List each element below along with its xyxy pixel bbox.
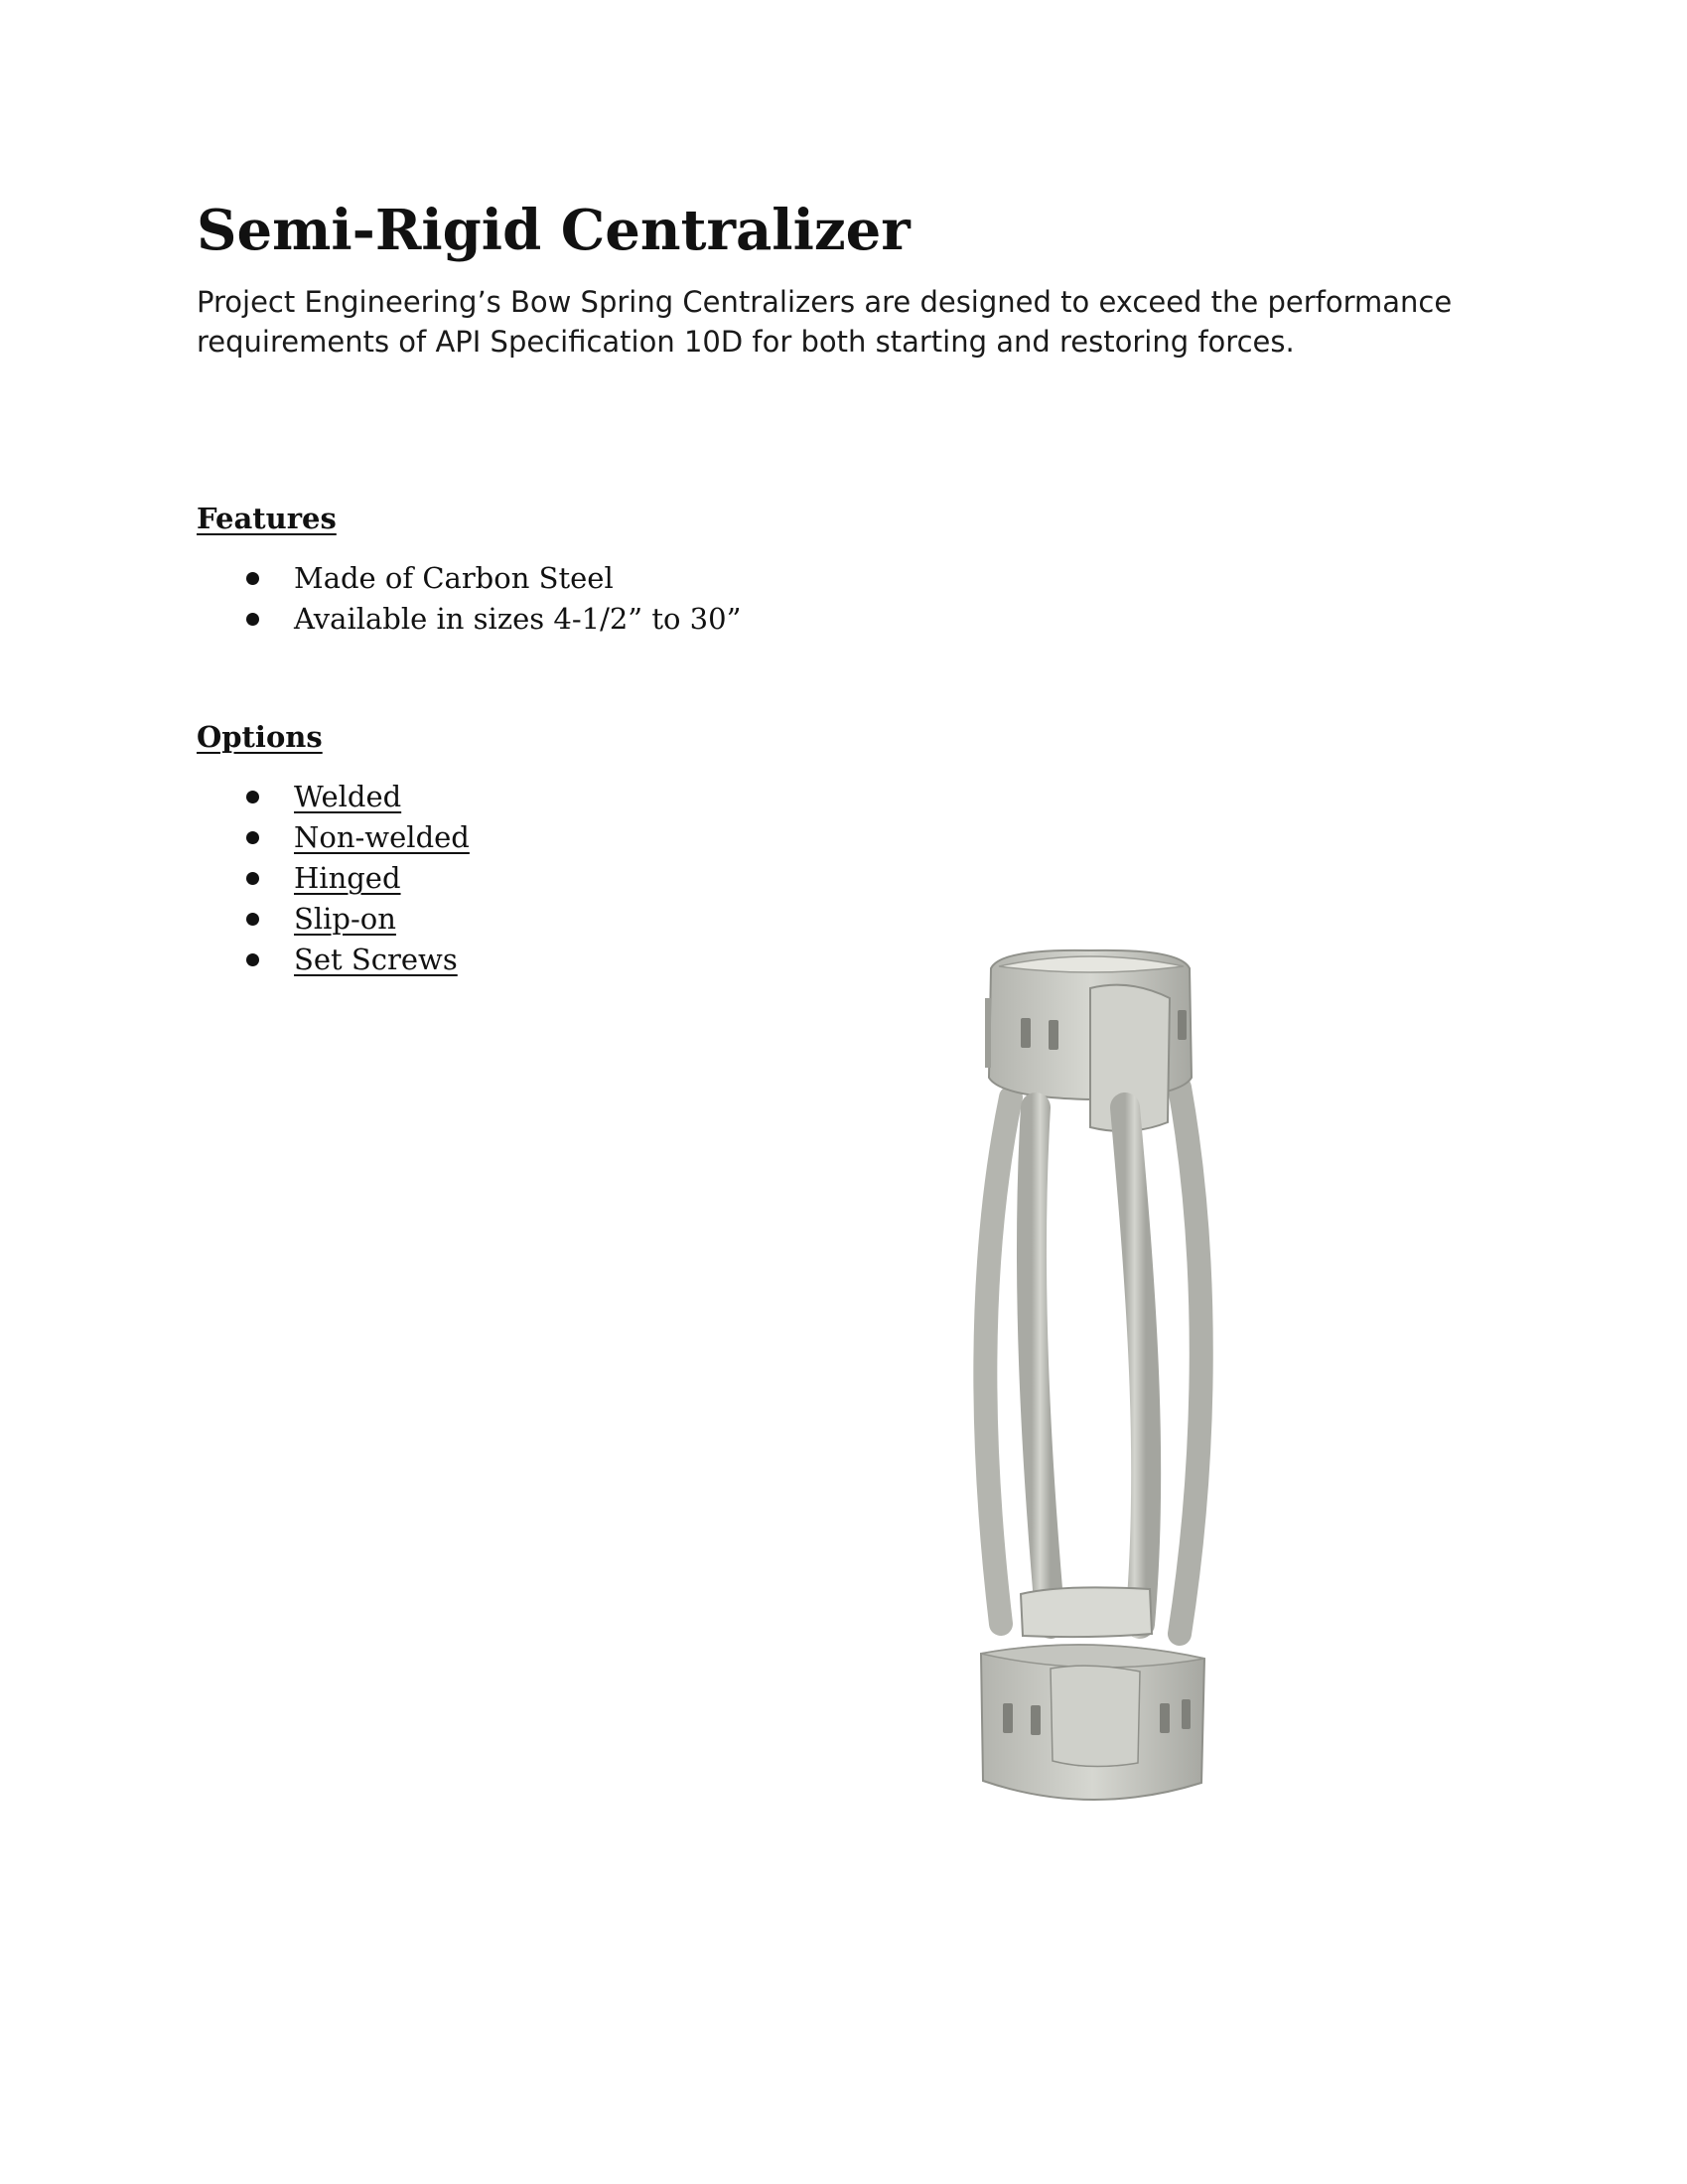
list-item bbox=[197, 599, 741, 640]
bullet-icon bbox=[246, 953, 259, 966]
centralizer-illustration bbox=[941, 939, 1239, 1822]
bullet-icon bbox=[246, 572, 259, 585]
option-label-slip-on: Slip-on bbox=[294, 902, 396, 936]
list-item bbox=[197, 899, 470, 940]
bullet-icon bbox=[246, 872, 259, 885]
bullet-icon bbox=[246, 613, 259, 626]
option-label-non-welded: Non-welded bbox=[294, 820, 470, 854]
page-title: Semi-Rigid Centralizer bbox=[197, 198, 911, 263]
options-list bbox=[197, 777, 470, 980]
bullet-icon bbox=[246, 913, 259, 926]
option-label-hinged: Hinged bbox=[294, 861, 401, 895]
options-heading: Options bbox=[197, 720, 323, 754]
option-label-welded: Welded bbox=[294, 780, 402, 813]
intro-paragraph: Project Engineering’s Bow Spring Centralizers are designed to exceed the performance requirements of API Specification 10D for both starting and restoring forces. bbox=[197, 285, 1453, 359]
feature-label: Made of Carbon Steel bbox=[294, 561, 614, 595]
feature-label: Available in sizes 4-1/2” to 30” bbox=[294, 602, 742, 636]
features-list bbox=[197, 558, 741, 640]
centralizer-photo bbox=[941, 939, 1239, 1822]
list-item bbox=[197, 777, 470, 817]
list-item bbox=[197, 858, 470, 899]
list-item bbox=[197, 940, 470, 980]
list-item bbox=[197, 817, 470, 858]
bullet-icon bbox=[246, 831, 259, 844]
features-heading: Features bbox=[197, 502, 337, 535]
list-item bbox=[197, 558, 741, 599]
bullet-icon bbox=[246, 791, 259, 803]
option-label-set-screws: Set Screws bbox=[294, 943, 458, 976]
